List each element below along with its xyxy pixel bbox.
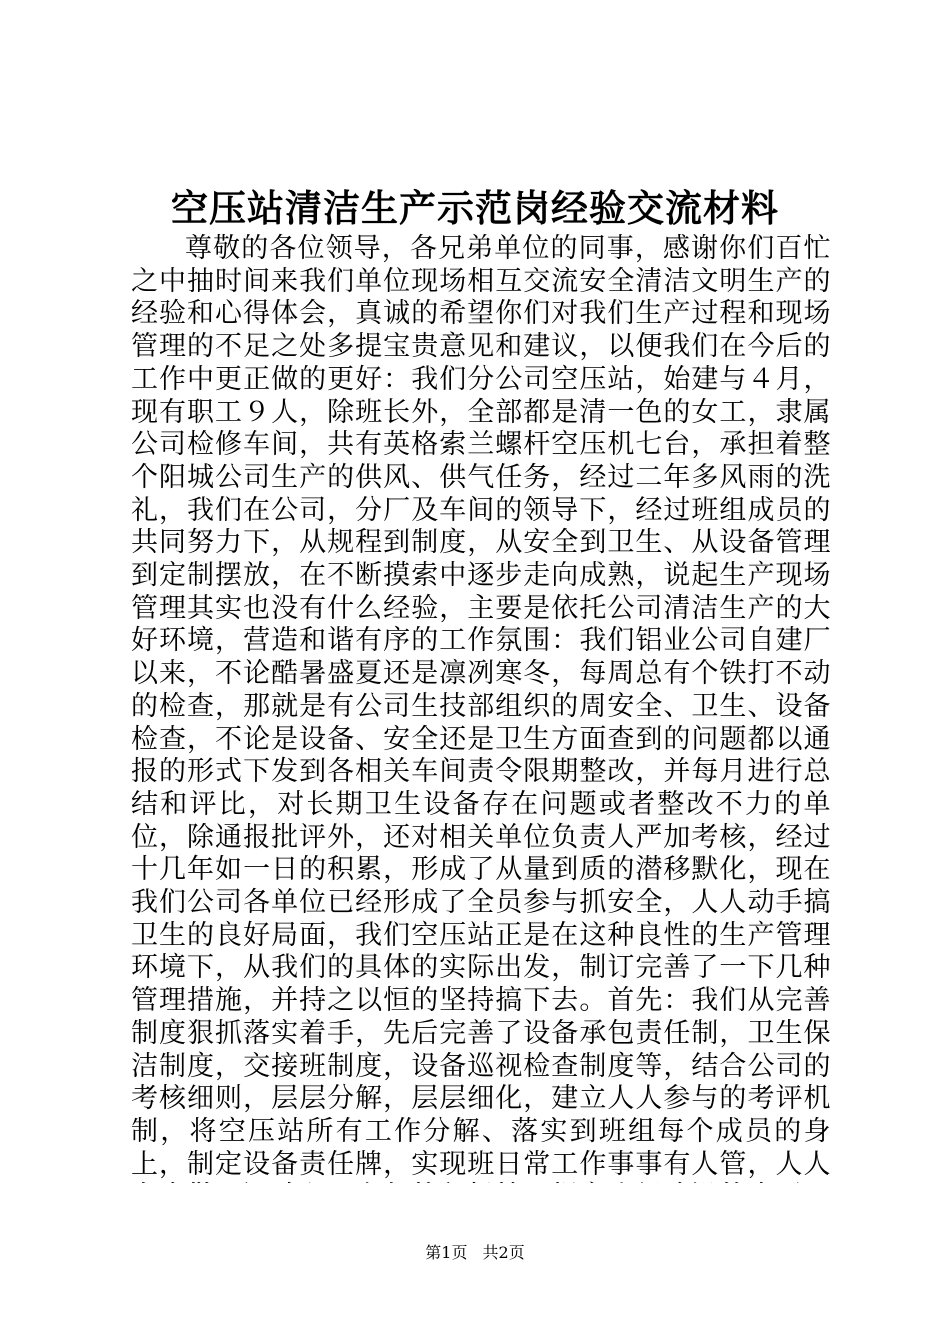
page-number-total: 共2页 xyxy=(482,1243,525,1262)
body-paragraph: 尊敬的各位领导，各兄弟单位的同事，感谢你们百忙之中抽时间来我们单位现场相互交流安全清洁文明生产的经验和心得体会，真诚的希望你们对我们生产过程和现场管理的不足之处多提宝贵意见和建议，以便我们在今后的工作中更正做的更好：我们分公司空压站，始建与４月，现有职工９人，除班长外，全部都是清一色的女工，隶属公司检修车间，共有英格索兰螺杆空压机七台，承担着整个阳城公司生产的供风、供气任务，经过二年多风雨的洗礼，我们在公司，分厂及车间的领导下，经过班组成员的共同努力下，从规程到制度，从安全到卫生、从设备管理到定制摆放，在不断摸索中逐步走向成熟，说起生产现场管理其实也没有什么经验，主要是依托公司清洁生产的大好环境，营造和谐有序的工作氛围：我们铝业公司自建厂以来，不论酷暑盛夏还是凛冽寒冬，每周总有个铁打不动的检查，那就是有公司生技部组织的周安全、卫生、设备检查，不论是设备、安全还是卫生方面查到的问题都以通报的形式下发到各相关车间责令限期整改，并每月进行总结和评比，对长期卫生设备存在问题或者整改不力的单位，除通报批评外，还对相关单位负责人严加考核，经过十几年如一日的积累，形成了从量到质的潜移默化，现在我们公司各单位已经形成了全员参与抓安全，人人动手搞卫生的良好局面，我们空压站正是在这种良性的生产管理环境下，从我们的具体的实际出发，制订完善了一下几种管理措施，并持之以恒的坚持搞下去。首先：我们从完善制度狠抓落实着手，先后完善了设备承包责任制，卫生保洁制度，交接班制度，设备巡视检查制度等，结合公司的考核细则，层层分解，层层细化，建立人人参与的考评机制，将空压站所有工作分解、落实到班组每个成员的身上，制定设备责任牌，实现班日常工作事事有人管，人人 xyxy=(131,233,831,1180)
document-title: 空压站清洁生产示范岗经验交流材料 xyxy=(171,186,779,230)
page-number-current: 第1页 xyxy=(425,1243,468,1262)
page-footer xyxy=(0,1243,950,1263)
